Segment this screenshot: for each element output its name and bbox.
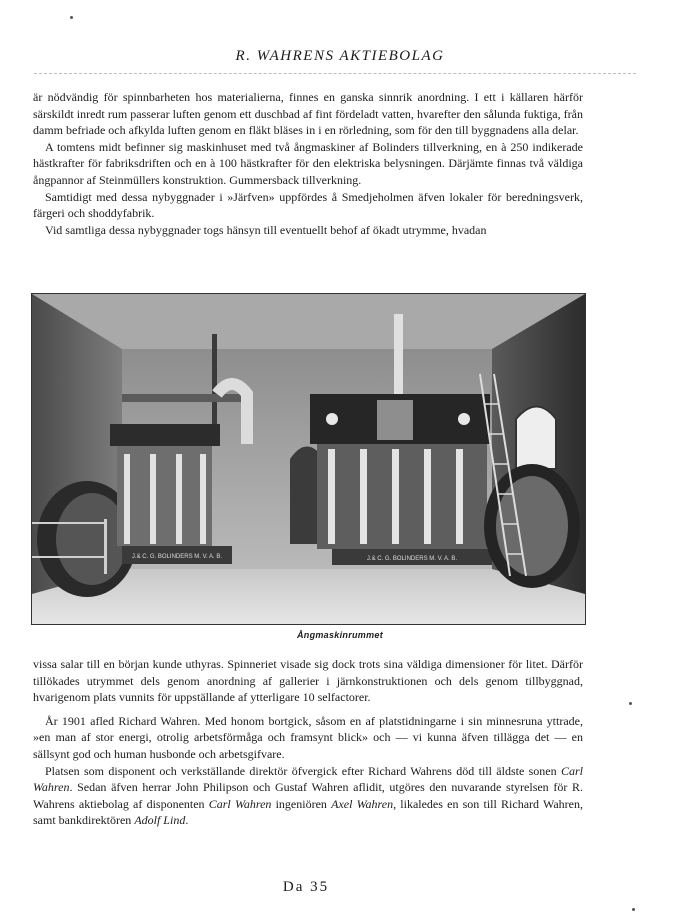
signature-mark: Da 35: [282, 879, 330, 895]
right-engine-nameplate: J.& C. G. BOLINDERS M. V. A. B.: [366, 556, 458, 562]
text-run: Platsen som disponent och verkställande direktör öfvergick efter Richard Wahrens död till äldste sonen: [45, 763, 561, 778]
text-run: , likaledes en son till Richard Wahren, samt bankdirektören: [33, 796, 584, 828]
text-run: .: [185, 813, 189, 828]
text-run: . Sedan äfven herrar John Philipson och Gustaf Wahren aflidit, utgöres den nuvarande styrelsen för R. Wahrens aktiebolag af disponenten: [33, 780, 583, 811]
running-title: R. WAHRENS AKTIEBOLAG: [235, 48, 445, 64]
photo-caption: Ångmaskinrummet: [296, 630, 384, 640]
print-speck: [632, 908, 635, 911]
body-text-top: [33, 89, 583, 238]
header-rule: [34, 73, 636, 75]
paragraph: [33, 763, 583, 829]
paragraph: är nödvändig för spinnbarheten hos materialierna, finnes en ganska sinnrik anordning. I ett i källaren härför särskildt inredt rum passerar luften genom ett duschbad af fint fördeladt vatten, hvarefter den sålunda fuktiga, från damm befriade och afkylda luften genom en fläkt bläses in i en rörledning, som för den till byggnadens alla delar.: [33, 90, 583, 138]
person-name: Axel Wahren: [331, 796, 394, 811]
person-name: Adolf Lind: [134, 813, 186, 828]
paragraph: A tomtens midt befinner sig maskinhuset med två ångmaskiner af Bolinders tillverkning, en à 250 indikerade hästkrafter för fabriksdriften och en à 100 hästkrafter för den elektriska belysningen. Därjämte finnas två väldiga ångpannor af Steinmüllers konstruktion. Gummersback tillverkning.: [33, 139, 583, 187]
person-name: Carl Wahren: [33, 763, 583, 795]
text-run: ingeniören: [271, 796, 332, 811]
body-text-bottom: [33, 656, 583, 829]
print-speck: [70, 16, 73, 19]
person-name: Carl Wahren: [208, 796, 272, 811]
paragraph: År 1901 afled Richard Wahren. Med honom bortgick, såsom en af platstidningarne i sin minnesruna yttrade, »en man af stor energi, otrolig arbetsförmåga och framsynt blick» och — vi kunna äfven tillägga det — en sällsynt god och human husbonde och arbetsgifvare.: [33, 713, 583, 761]
paragraph: vissa salar till en början kunde uthyras. Spinneriet visade sig dock trots sina väldiga dimensioner för litet. Därför tillökades utrymmet dels genom anordning af gallerier i järnkonstruktionen och dels genom tillbyggnad, hvarigenom plats vunnits för uppställande af ytterligare 10 selfactorer.: [33, 657, 583, 705]
paragraph: Samtidigt med dessa nybyggnader i »Järfven» uppfördes å Smedjeholmen äfven lokaler för beredningsverk, färgeri och shoddyfabrik.: [33, 189, 583, 221]
left-engine-nameplate: J.& C. G. BOLINDERS M. V. A. B.: [131, 554, 223, 560]
print-speck: [629, 702, 632, 705]
paragraph: Vid samtliga dessa nybyggnader togs hänsyn till eventuellt behof af ökadt utrymme, hvadan: [45, 222, 487, 237]
engine-room-photograph: [31, 293, 586, 625]
